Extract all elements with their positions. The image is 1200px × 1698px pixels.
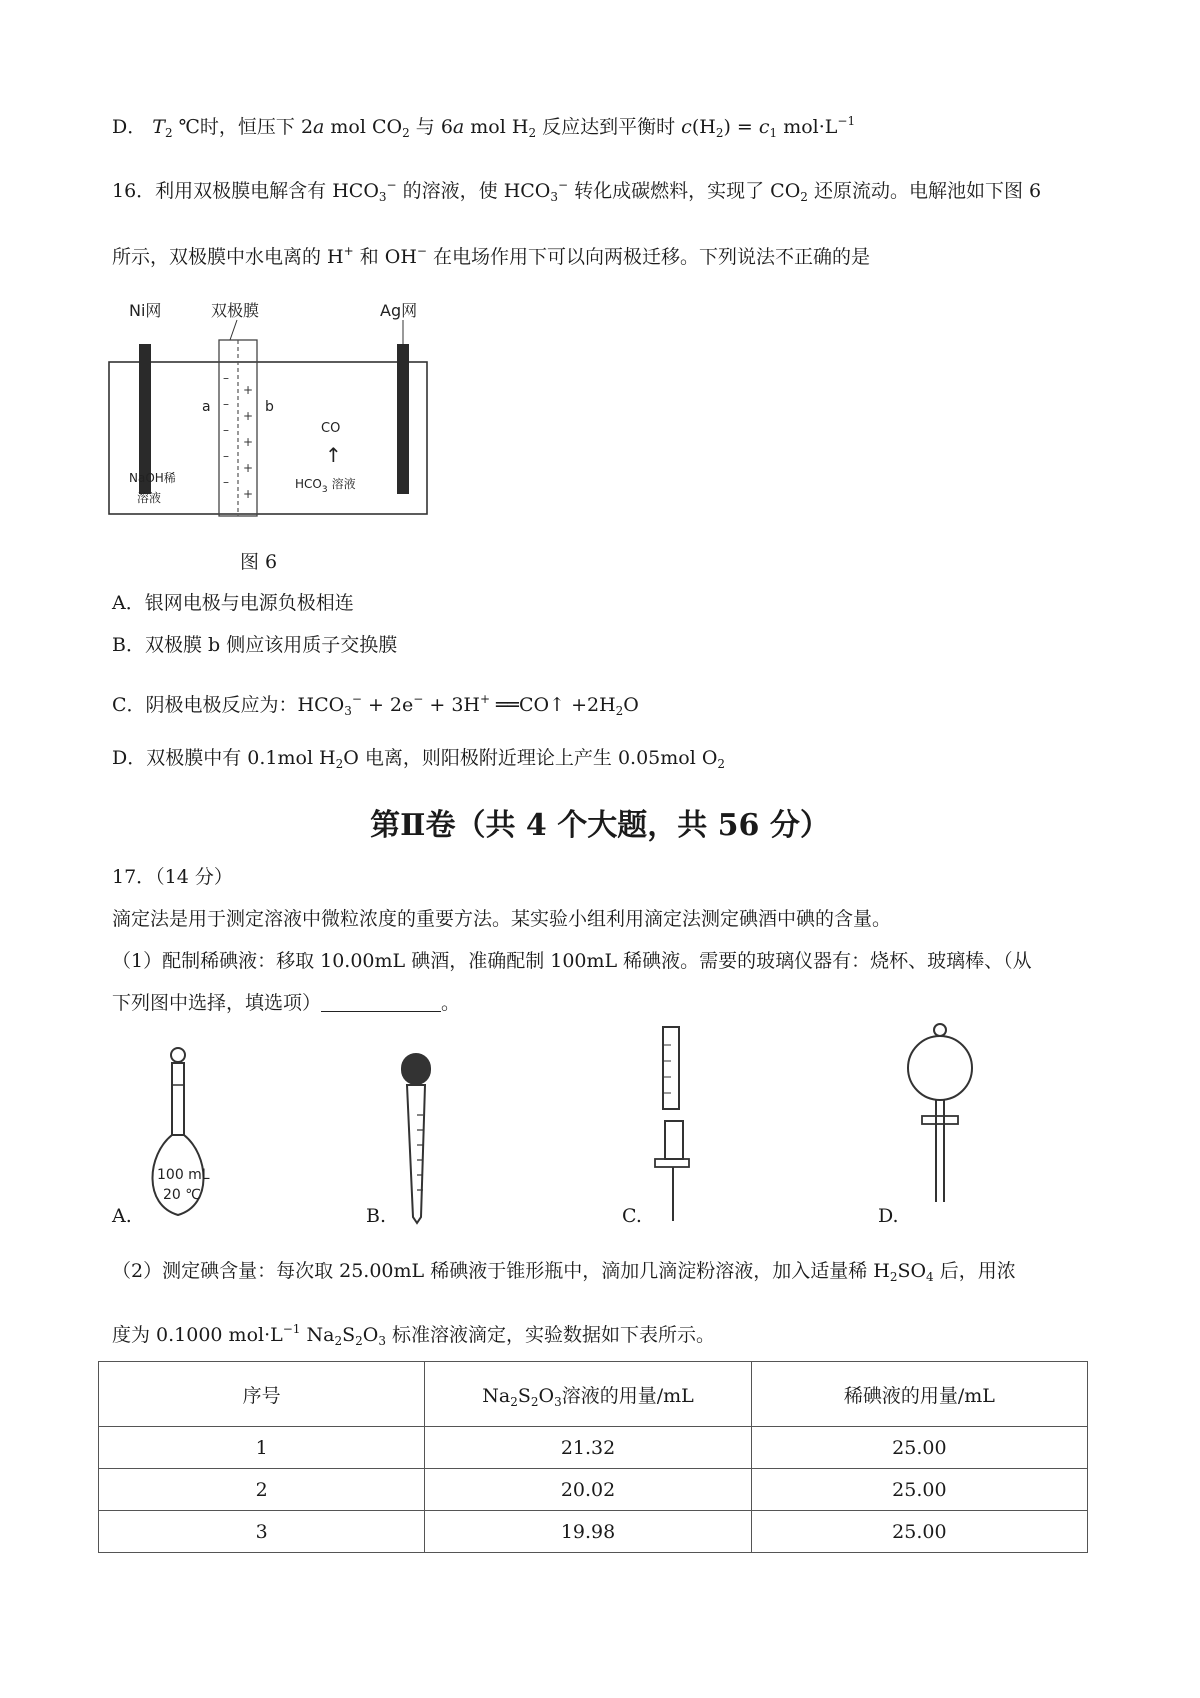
cell-iodine: 25.00 bbox=[751, 1469, 1087, 1511]
superscript: + bbox=[480, 692, 491, 706]
subscript: 3 bbox=[378, 190, 387, 204]
choice-b-label: B. bbox=[366, 1205, 387, 1227]
text: 的溶液，使 HCO bbox=[396, 180, 551, 202]
solution-text: 溶液 bbox=[331, 477, 356, 491]
text: C．阴极电极反应为：HCO bbox=[112, 694, 345, 716]
up-arrow-icon: ↑ bbox=[325, 443, 342, 467]
funnel-bulb bbox=[908, 1036, 972, 1100]
text: 在电场作用下可以向两极迁移。下列说法不正确的是 bbox=[426, 246, 871, 268]
subscript: 3 bbox=[321, 485, 328, 495]
cell-na2s2o3: 20.02 bbox=[425, 1469, 751, 1511]
q17-part2-line1 bbox=[112, 1256, 1016, 1283]
subscript: 1 bbox=[769, 126, 778, 140]
burette-upper bbox=[663, 1027, 679, 1109]
q17-intro: 滴定法是用于测定溶液中微粒浓度的重要方法。某实验小组利用滴定法测定碘酒中碘的含量。 bbox=[112, 908, 892, 930]
var-c1: c bbox=[758, 116, 770, 138]
volumetric-flask-figure bbox=[135, 1045, 255, 1225]
dropper-bulb bbox=[401, 1053, 431, 1085]
q16-option-c bbox=[112, 690, 639, 717]
subscript: 2 bbox=[530, 1394, 539, 1409]
var-a: a bbox=[313, 116, 325, 138]
cell-iodine: 25.00 bbox=[751, 1511, 1087, 1553]
header-na2s2o3 bbox=[425, 1362, 751, 1427]
plus-mark: + bbox=[243, 461, 254, 475]
minus-mark: – bbox=[223, 371, 229, 385]
var-c: c bbox=[681, 116, 692, 138]
table-header-row bbox=[99, 1362, 1088, 1427]
subscript: 2 bbox=[164, 126, 173, 140]
text: O 电离，则阳极附近理论上产生 0.05mol O bbox=[343, 747, 718, 769]
text: 度为 0.1000 mol·L bbox=[112, 1324, 283, 1346]
answer-blank[interactable] bbox=[321, 991, 441, 1012]
funnel-stopper bbox=[934, 1024, 946, 1036]
flask-neck bbox=[172, 1063, 184, 1135]
naoh-solution-label-2: 溶液 bbox=[137, 491, 162, 505]
text: D．双极膜中有 0.1mol H bbox=[112, 747, 336, 769]
ag-electrode bbox=[397, 344, 409, 494]
flask-temp-text: 20 ℃ bbox=[163, 1187, 201, 1203]
superscript: − bbox=[413, 692, 424, 706]
burette-lower bbox=[665, 1121, 683, 1159]
unit: mol·L bbox=[777, 116, 838, 138]
subscript: 2 bbox=[510, 1394, 518, 1409]
subscript: 3 bbox=[344, 704, 352, 718]
table-row bbox=[99, 1427, 1088, 1469]
text: + 2e bbox=[361, 694, 414, 716]
subscript: 4 bbox=[926, 1270, 934, 1284]
text: 反应达到平衡时 bbox=[536, 116, 682, 138]
minus-mark: – bbox=[223, 449, 229, 463]
subscript: 3 bbox=[550, 190, 559, 204]
choice-a-label: A. bbox=[112, 1205, 132, 1227]
text: 溶液的用量/mL bbox=[561, 1384, 694, 1407]
cell-index: 1 bbox=[99, 1427, 425, 1469]
ni-label: Ni网 bbox=[129, 301, 162, 320]
q16-option-b: B．双极膜 b 侧应该用质子交换膜 bbox=[112, 634, 398, 656]
hco3-text: HCO bbox=[295, 477, 322, 491]
text: ══CO↑ +2H bbox=[490, 694, 616, 716]
superscript: −1 bbox=[837, 114, 856, 128]
option-label: D． bbox=[112, 116, 147, 138]
superscript: + bbox=[343, 244, 354, 258]
plus-mark: + bbox=[243, 435, 254, 449]
q17-part1-line2 bbox=[112, 988, 460, 1015]
text: 标准溶液滴定，实验数据如下表所示。 bbox=[385, 1324, 716, 1346]
q15-option-d bbox=[112, 112, 855, 139]
superscript: −1 bbox=[282, 1322, 301, 1336]
subscript: 2 bbox=[355, 1334, 363, 1348]
q16-stem-line2 bbox=[112, 242, 870, 269]
header-iodine: 稀碘液的用量/mL bbox=[751, 1362, 1087, 1427]
text: Na bbox=[482, 1384, 511, 1407]
funnel-stopcock bbox=[922, 1116, 958, 1124]
plus-mark: + bbox=[243, 409, 254, 423]
text: + 3H bbox=[423, 694, 481, 716]
subscript: 2 bbox=[889, 1270, 898, 1284]
text: mol H bbox=[464, 116, 529, 138]
subscript: 3 bbox=[554, 1394, 562, 1409]
text: 。 bbox=[441, 992, 461, 1014]
cell-index: 2 bbox=[99, 1469, 425, 1511]
text: (H bbox=[691, 116, 716, 138]
minus-mark: – bbox=[223, 397, 229, 411]
subscript: 2 bbox=[335, 757, 344, 771]
flask-volume-text: 100 mL bbox=[157, 1167, 210, 1183]
choice-c-label: C. bbox=[622, 1205, 642, 1227]
superscript: − bbox=[386, 178, 397, 192]
minus-mark: – bbox=[223, 475, 229, 489]
text: mol CO bbox=[324, 116, 403, 138]
separatory-funnel-figure bbox=[900, 1022, 980, 1222]
subscript: 2 bbox=[715, 126, 724, 140]
figure-caption: 图 6 bbox=[240, 551, 278, 573]
burette-scale bbox=[663, 1045, 671, 1093]
table-row bbox=[99, 1511, 1088, 1553]
var-a: a bbox=[452, 116, 465, 138]
burette-figure bbox=[651, 1025, 711, 1225]
text: SO bbox=[897, 1260, 927, 1282]
subscript: 3 bbox=[378, 1334, 386, 1348]
stopcock bbox=[655, 1159, 689, 1167]
minus-mark: – bbox=[223, 423, 229, 437]
section-title: 第Ⅱ卷（共 4 个大题，共 56 分） bbox=[370, 808, 830, 843]
q16-option-a: A．银网电极与电源负极相连 bbox=[112, 592, 354, 614]
dropper-tube bbox=[407, 1085, 425, 1223]
membrane-label: 双极膜 bbox=[211, 301, 260, 320]
q16-option-d bbox=[112, 743, 725, 770]
cell-na2s2o3: 21.32 bbox=[425, 1427, 751, 1469]
titration-data-table bbox=[98, 1361, 1088, 1553]
text: O bbox=[538, 1384, 555, 1407]
temperature-symbol: T bbox=[152, 116, 165, 138]
q16-stem-line1 bbox=[112, 176, 1041, 203]
text: 还原流动。电解池如下图 6 bbox=[807, 180, 1042, 202]
electrolysis-cell-figure bbox=[105, 296, 435, 536]
hco3-solution-label bbox=[295, 476, 356, 495]
text: O bbox=[623, 694, 639, 716]
plus-mark: + bbox=[243, 383, 254, 397]
plus-mark: + bbox=[243, 487, 254, 501]
header-index: 序号 bbox=[99, 1362, 425, 1427]
text: ) = bbox=[723, 116, 759, 138]
q17-header: 17．（14 分） bbox=[112, 866, 233, 888]
side-b-label: b bbox=[265, 399, 274, 415]
text: 下列图中选择，填选项） bbox=[112, 992, 322, 1014]
table-row bbox=[99, 1469, 1088, 1511]
cell-na2s2o3: 19.98 bbox=[425, 1511, 751, 1553]
text: S bbox=[342, 1324, 356, 1346]
subscript: 2 bbox=[402, 126, 410, 140]
stopper bbox=[171, 1048, 185, 1062]
text: ℃时，恒压下 2 bbox=[172, 116, 314, 138]
ag-label: Ag网 bbox=[380, 301, 418, 320]
text: 后，用浓 bbox=[933, 1260, 1016, 1282]
text: 16．利用双极膜电解含有 HCO bbox=[112, 180, 379, 202]
cell-index: 3 bbox=[99, 1511, 425, 1553]
subscript: 2 bbox=[615, 704, 624, 718]
co-product: CO bbox=[321, 421, 341, 436]
text: 与 6 bbox=[409, 116, 453, 138]
q17-part1-line1: （1）配制稀碘液：移取 10.00mL 碘酒，准确配制 100mL 稀碘液。需要的玻璃仪器有：烧杯、玻璃棒、（从 bbox=[112, 950, 1032, 972]
cell-iodine: 25.00 bbox=[751, 1427, 1087, 1469]
text: Na bbox=[300, 1324, 335, 1346]
dropper-figure bbox=[395, 1045, 455, 1225]
membrane-pointer bbox=[230, 320, 237, 340]
naoh-solution-label: NaOH稀 bbox=[129, 471, 176, 485]
text: 和 OH bbox=[353, 246, 417, 268]
text: S bbox=[517, 1384, 531, 1407]
subscript: 2 bbox=[800, 190, 808, 204]
q17-part2-line2 bbox=[112, 1320, 715, 1347]
subscript: 2 bbox=[717, 757, 726, 771]
superscript: − bbox=[558, 178, 569, 192]
text: 所示，双极膜中水电离的 H bbox=[112, 246, 344, 268]
subscript: 2 bbox=[528, 126, 537, 140]
subscript: 2 bbox=[334, 1334, 343, 1348]
side-a-label: a bbox=[202, 399, 211, 415]
text: 转化成碳燃料，实现了 CO bbox=[568, 180, 801, 202]
superscript: − bbox=[351, 692, 362, 706]
choice-d-label: D. bbox=[878, 1205, 899, 1227]
text: （2）测定碘含量：每次取 25.00mL 稀碘液于锥形瓶中，滴加几滴淀粉溶液，加入适量稀 H bbox=[112, 1260, 890, 1282]
text: O bbox=[362, 1324, 379, 1346]
superscript: − bbox=[416, 244, 427, 258]
